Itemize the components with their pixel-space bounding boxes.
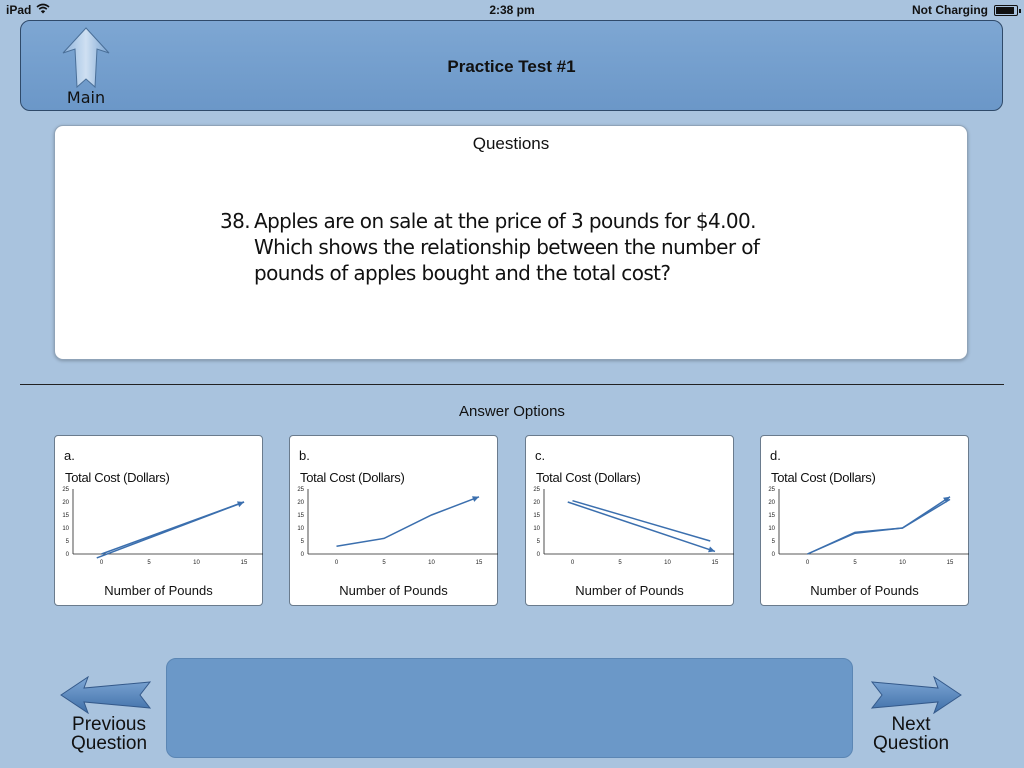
y-tick-label: 10 [297,526,304,532]
chart-y-title: Total Cost (Dollars) [65,470,170,485]
answer-option-b[interactable] [289,435,498,606]
y-tick-label: 0 [536,552,540,558]
x-tick-label: 15 [946,560,954,566]
chart-y-title: Total Cost (Dollars) [536,470,641,485]
y-tick-label: 5 [771,539,775,545]
x-tick-label: 15 [475,560,483,566]
answer-option-a[interactable] [54,435,263,606]
next-label: Next Question [872,714,950,754]
answer-options-heading: Answer Options [459,403,565,420]
x-tick-label: 5 [147,560,151,566]
y-tick-label: 5 [65,539,69,545]
series-line [337,497,480,546]
next-question-button[interactable] [858,676,968,758]
series-arrowhead [708,547,715,553]
chart-x-title: Number of Pounds [810,583,919,598]
x-tick-label: 15 [240,560,248,566]
y-tick-label: 15 [62,513,69,519]
option-letter: d. [770,448,781,463]
series-line [568,502,715,551]
answer-chart-d [761,484,970,584]
previous-question-button[interactable] [56,676,166,758]
y-tick-label: 5 [300,539,304,545]
y-tick-label: 0 [771,552,775,558]
y-tick-label: 25 [768,487,775,493]
series-line [808,499,951,554]
series-line [102,502,245,554]
y-tick-label: 15 [533,513,540,519]
option-letter: b. [299,448,310,463]
answer-option-c[interactable] [525,435,734,606]
answer-chart-c [526,484,735,584]
question-card [54,125,968,360]
answer-option-d[interactable] [760,435,969,606]
y-tick-label: 10 [62,526,69,532]
question-text [220,208,780,286]
y-tick-label: 20 [62,500,69,506]
series-line [573,501,711,541]
option-letter: a. [64,448,75,463]
chart-x-title: Number of Pounds [575,583,684,598]
y-tick-label: 25 [533,487,540,493]
answer-feedback-panel [166,658,853,758]
x-tick-label: 5 [382,560,386,566]
x-tick-label: 10 [899,560,906,566]
question-line: Apples are on sale at the price of 3 pounds for $4.00. [254,209,756,233]
chart-x-title: Number of Pounds [104,583,213,598]
y-tick-label: 0 [65,552,69,558]
question-number: 38. [220,209,251,233]
x-tick-label: 0 [805,560,810,566]
x-tick-label: 10 [193,560,200,566]
x-tick-label: 10 [664,560,671,566]
x-tick-label: 0 [99,560,104,566]
page-title: Practice Test #1 [447,57,576,76]
section-divider [20,384,1004,385]
x-tick-label: 15 [711,560,719,566]
clock: 2:38 pm [489,3,535,17]
y-tick-label: 10 [533,526,540,532]
question-line: Which shows the relationship between the number of [254,235,760,259]
left-arrow-icon [60,676,156,714]
questions-heading: Questions [472,134,550,153]
x-tick-label: 10 [428,560,435,566]
y-tick-label: 15 [297,513,304,519]
x-tick-label: 5 [853,560,857,566]
status-bar [0,0,1024,20]
chart-y-title: Total Cost (Dollars) [300,470,405,485]
chart-x-title: Number of Pounds [339,583,448,598]
previous-label: Previous Question [70,714,148,754]
answer-chart-a [55,484,264,584]
device-label: iPad [6,3,32,17]
battery-icon [994,5,1018,16]
answer-chart-b [290,484,499,584]
y-tick-label: 20 [768,500,775,506]
chart-y-title: Total Cost (Dollars) [771,470,876,485]
y-tick-label: 5 [536,539,540,545]
x-tick-label: 5 [618,560,622,566]
header-bar [20,20,1003,111]
y-tick-label: 20 [533,500,540,506]
y-tick-label: 0 [300,552,304,558]
y-tick-label: 15 [768,513,775,519]
battery-status: Not Charging [912,3,988,17]
right-arrow-icon [866,676,962,714]
y-tick-label: 20 [297,500,304,506]
x-tick-label: 0 [334,560,339,566]
x-tick-label: 0 [570,560,575,566]
y-tick-label: 10 [768,526,775,532]
main-label: Main [66,88,106,107]
option-letter: c. [535,448,546,463]
series-line [808,497,951,554]
y-tick-label: 25 [297,487,304,493]
question-line: pounds of apples bought and the total cost? [254,261,671,285]
y-tick-label: 25 [62,487,69,493]
